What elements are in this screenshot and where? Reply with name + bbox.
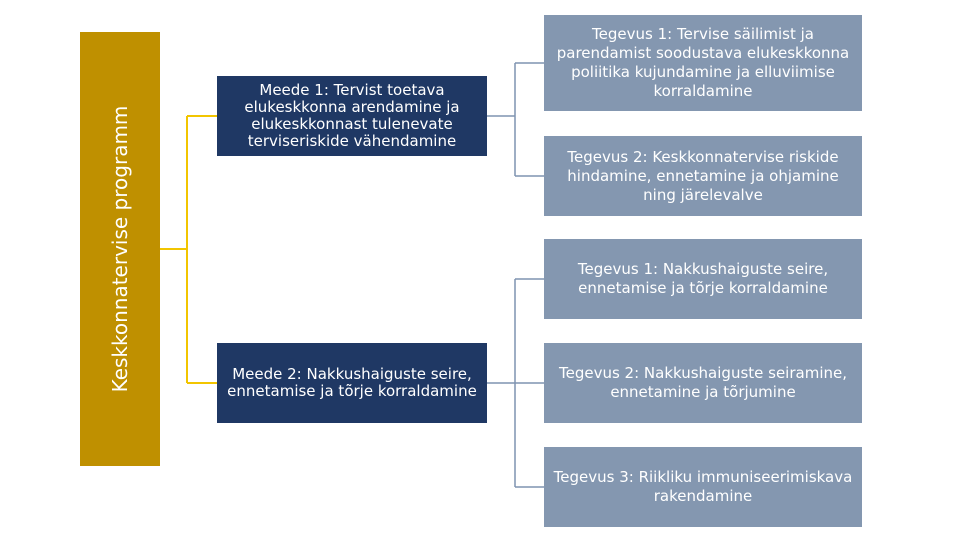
activity-3-box	[544, 239, 862, 319]
activity-1-box	[544, 15, 862, 111]
activity-2-label: Tegevus 2: Keskkonnatervise riskide hindamine, ennetamine ja ohjamine ning järelevalve	[567, 147, 839, 204]
measure-2-label: Meede 2: Nakkushaiguste seire, ennetamise ja tõrje korraldamine	[227, 365, 477, 400]
connector-program-measures	[160, 116, 217, 383]
measure-1-box	[217, 76, 487, 156]
activity-5-box	[544, 447, 862, 527]
activity-1-label: Tegevus 1: Tervise säilimist ja parendamist soodustava elukeskkonna poliitika kujundamine ja elluviimise korraldamine	[556, 25, 850, 100]
activity-3-label: Tegevus 1: Nakkushaiguste seire, ennetamise ja tõrje korraldamine	[577, 260, 829, 297]
measure-1-label: Meede 1: Tervist toetava elukeskkonna arendamine ja elukeskkonnast tulenevate terviseriskide vähendamine	[244, 81, 460, 150]
activity-5-label: Tegevus 3: Riikliku immuniseerimiskava rakendamine	[553, 468, 853, 505]
activity-4-box	[544, 343, 862, 423]
connector-measure2-activities	[487, 279, 544, 487]
measure-2-box	[217, 343, 487, 423]
connector-measure1-activities	[487, 63, 544, 176]
program-label: Keskkonnatervise programm	[108, 105, 132, 393]
activity-2-box	[544, 136, 862, 216]
activity-4-label: Tegevus 2: Nakkushaiguste seiramine, ennetamine ja tõrjumine	[558, 364, 847, 401]
